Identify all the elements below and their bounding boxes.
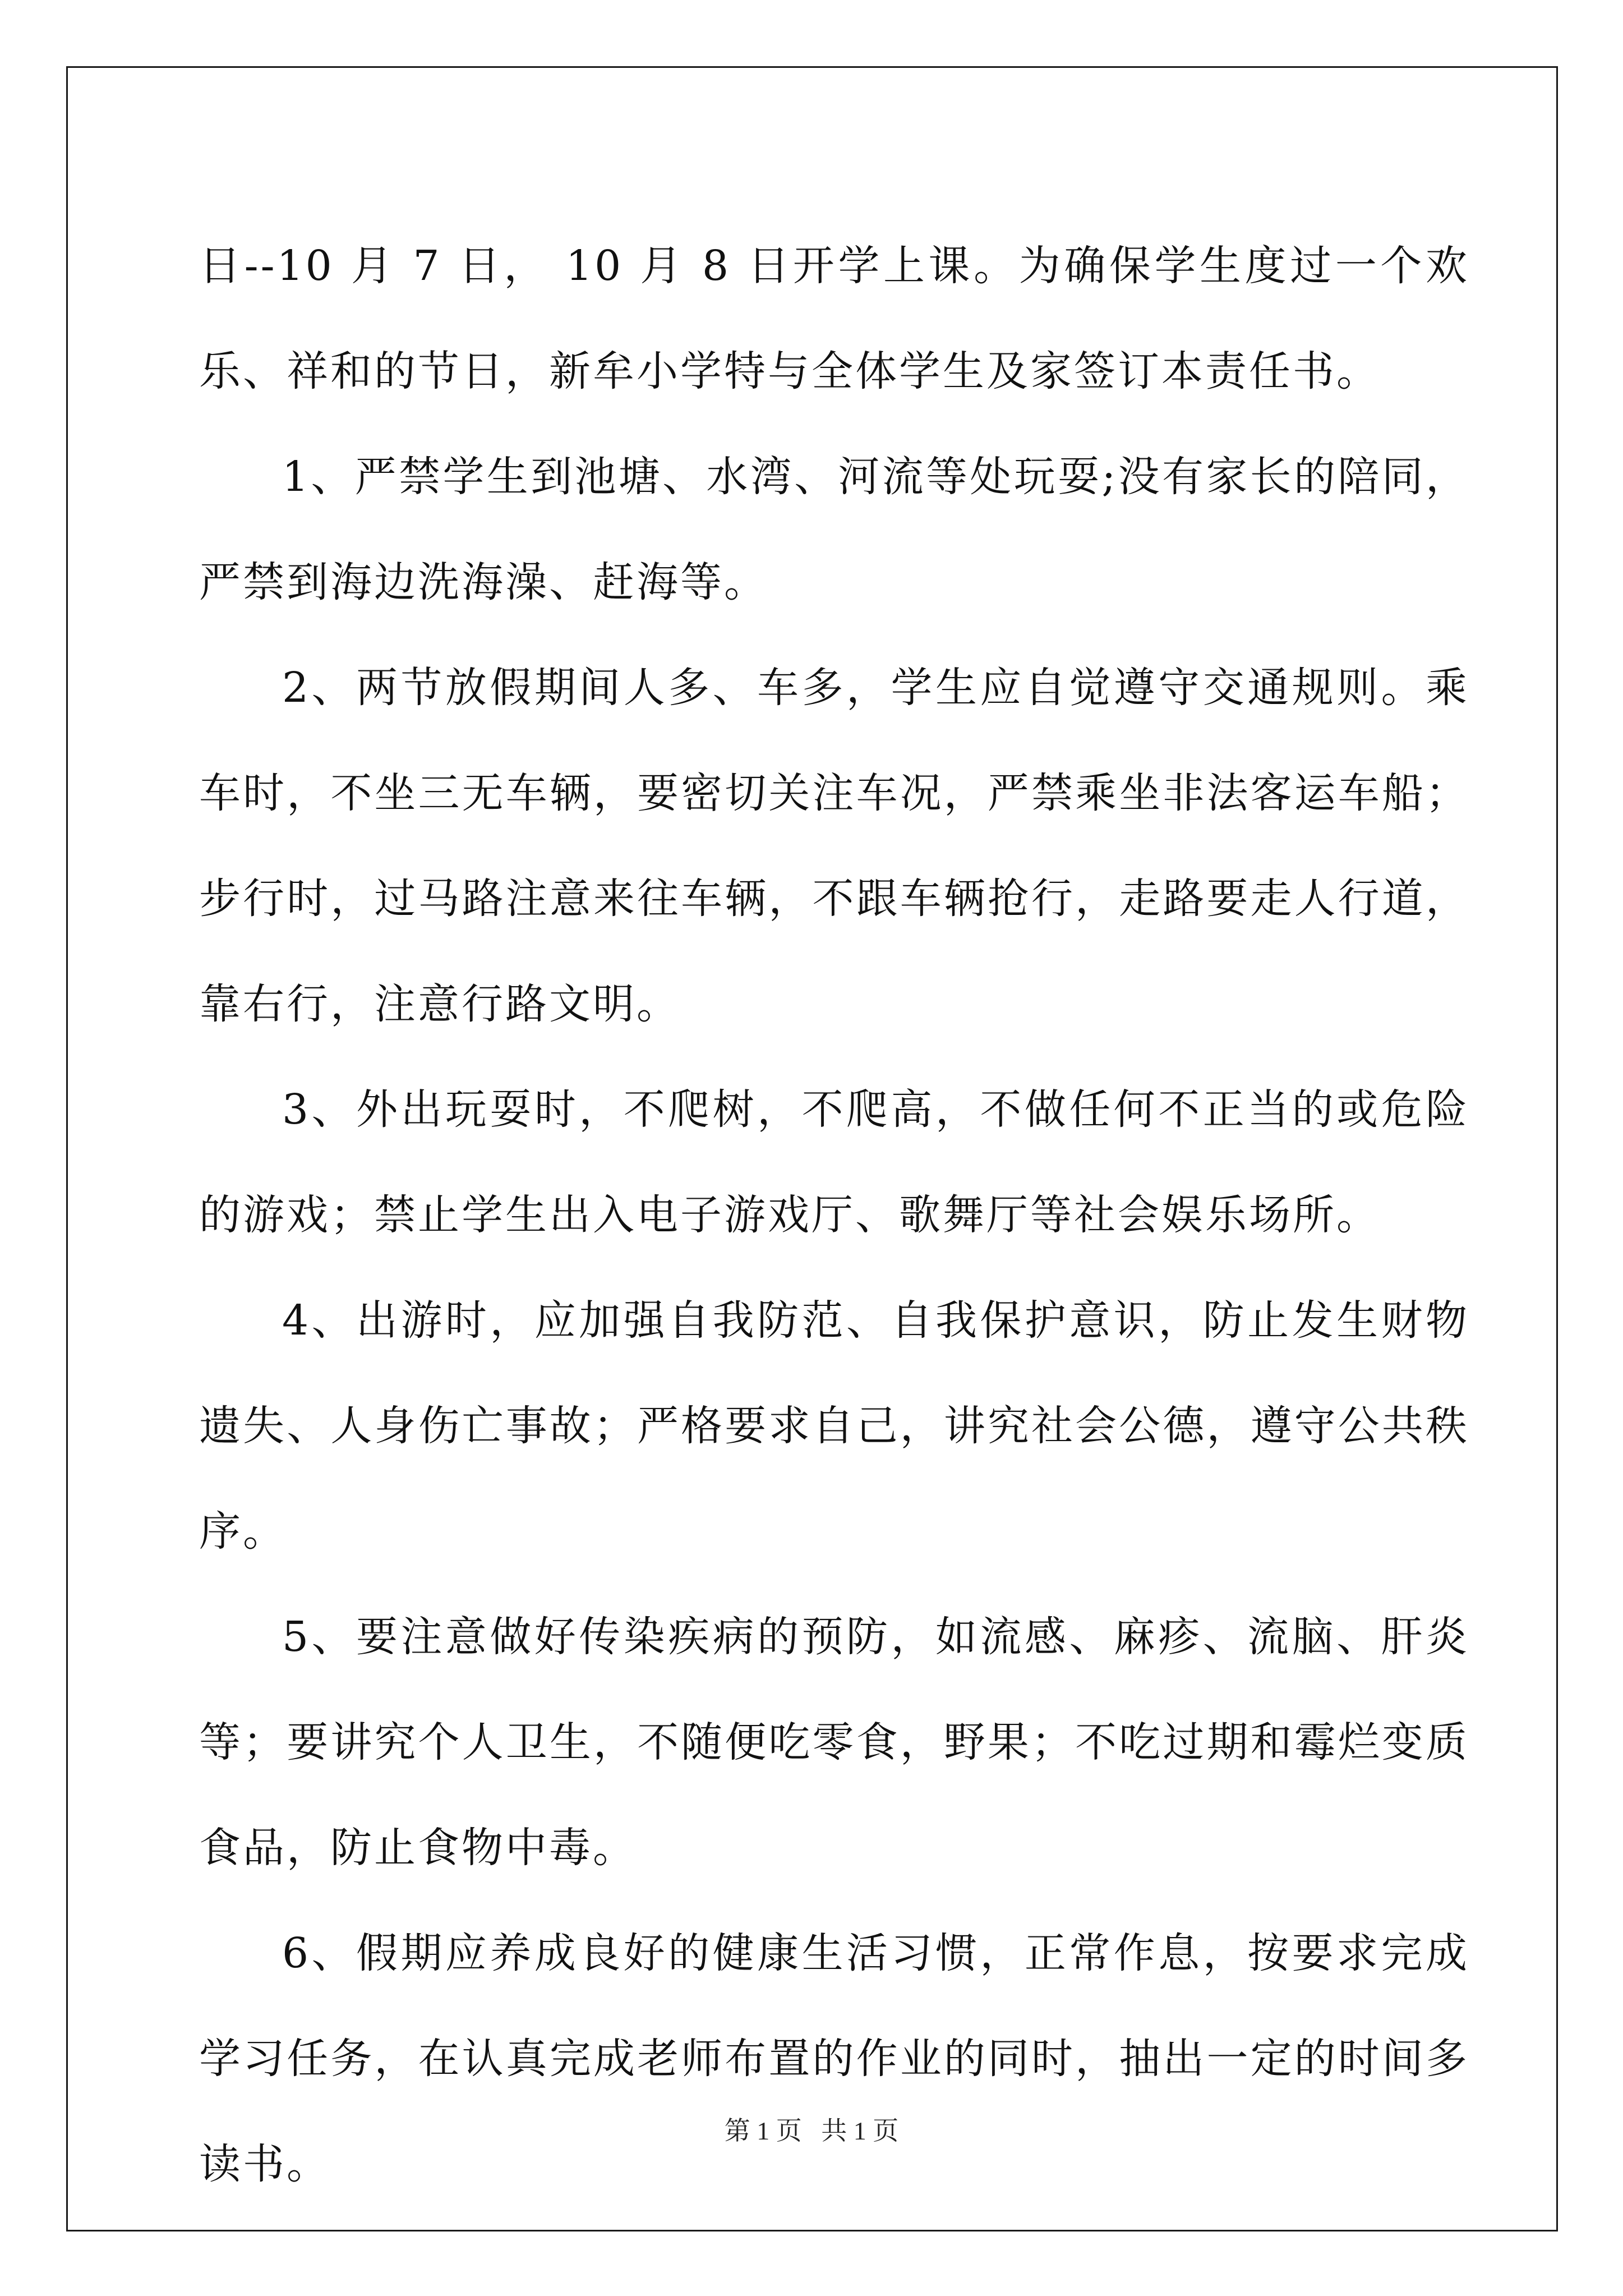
paragraph-rule-5: 5、要注意做好传染疾病的预防，如流感、麻疹、流脑、肝炎等；要讲究个人卫生，不随便吃零食，野果；不吃过期和霉烂变质食品，防止食物中毒。 (199, 1613, 1469, 1872)
paragraph-intro: 日--10 月 7 日， 10 月 8 日开学上课。为确保学生度过一个欢乐、祥和的节日，新牟小学特与全体学生及家签订本责任书。 (199, 242, 1469, 395)
paragraph-rule-6: 6、假期应养成良好的健康生活习惯，正常作息，按要求完成学习任务，在认真完成老师布置的作业的同时，抽出一定的时间多读书。 (199, 1929, 1469, 2188)
paragraph-rule-4: 4、出游时，应加强自我防范、自我保护意识，防止发生财物遗失、人身伤亡事故；严格要求自己，讲究社会公德，遵守公共秩序。 (199, 1296, 1469, 1556)
page-footer: 第 1 页 共 1 页 (724, 2116, 899, 2145)
paragraph-rule-2: 2、两节放假期间人多、车多，学生应自觉遵守交通规则。乘车时，不坐三无车辆，要密切关注车况，严禁乘坐非法客运车船；步行时，过马路注意来往车辆，不跟车辆抢行，走路要走人行道，靠右行，注意行路文明。 (199, 664, 1469, 1028)
paragraph-rule-1: 1、严禁学生到池塘、水湾、河流等处玩耍;没有家长的陪同，严禁到海边洗海澡、赶海等。 (199, 453, 1469, 606)
document-body (199, 213, 1469, 2217)
paragraph-rule-3: 3、外出玩耍时，不爬树，不爬高，不做任何不正当的或危险的游戏；禁止学生出入电子游戏厅、歌舞厅等社会娱乐场所。 (199, 1085, 1469, 1239)
